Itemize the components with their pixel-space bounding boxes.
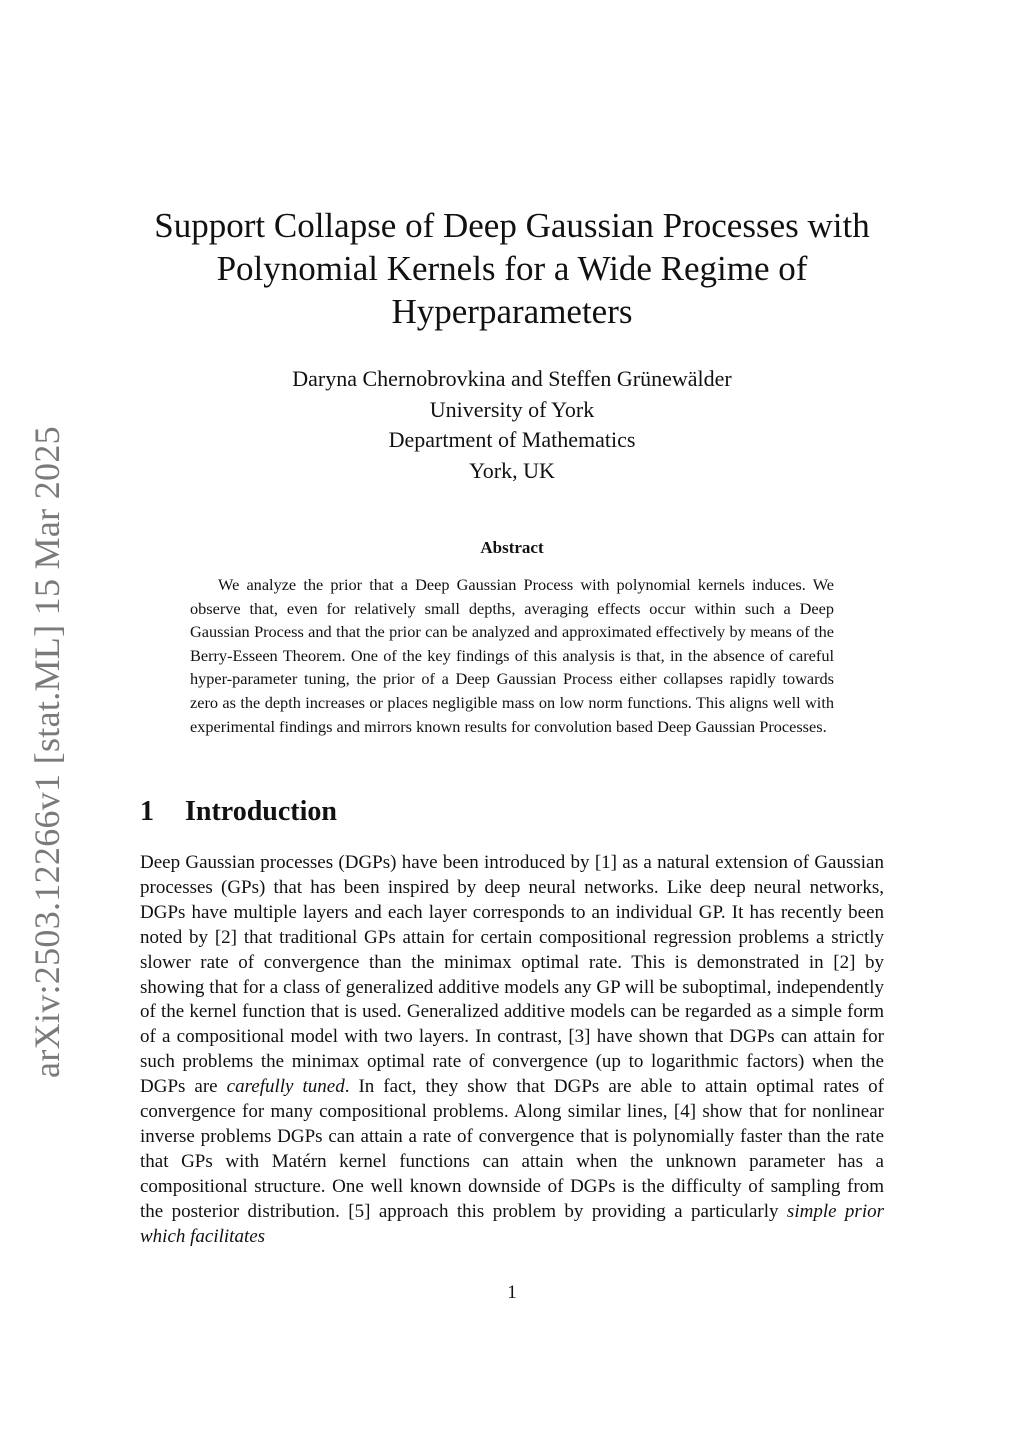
paper-title: Support Collapse of Deep Gaussian Processes with Polynomial Kernels for a Wide Regime of Hyperparameters	[154, 206, 870, 331]
arxiv-identifier-stamp: arXiv:2503.12266v1 [stat.ML] 15 Mar 2025	[27, 426, 67, 1078]
intro-emphasis-carefully-tuned: carefully tuned	[226, 1076, 345, 1098]
section-title: Introduction	[185, 796, 337, 827]
section-number: 1	[140, 796, 154, 827]
page-number: 1	[507, 1282, 517, 1303]
author-location: York, UK	[469, 457, 555, 483]
author-block	[200, 364, 824, 486]
section-heading-introduction	[140, 796, 337, 828]
author-department: Department of Mathematics	[388, 427, 636, 452]
intro-emphasis-simple-prior: simple prior which facilitates	[140, 1200, 884, 1247]
introduction-paragraph	[140, 851, 884, 1250]
abstract-heading: Abstract	[480, 538, 544, 557]
author-names: Daryna Chernobrovkina and Steffen Grünewälder	[292, 366, 732, 391]
intro-text-part-1: Deep Gaussian processes (DGPs) have been introduced by [1] as a natural extension of Gaussian processes (GPs) that has been inspired by deep neural networks. Like deep neural networks, DGPs have multiple layers and each layer corresponds to an individual GP. It has recently been noted by [2] that traditional GPs attain for certain compositional regression problems a strictly slower rate of convergence than the minimax optimal rate. This is demonstrated in [2] by showing that for a class of generalized additive models any GP will be suboptimal, independently of the kernel function that is used. Generalized additive models can be regarded as a simple form of a compositional model with two layers. In contrast, [3] have shown that DGPs can attain for such problems the minimax optimal rate of convergence (up to logarithmic factors) when the DGPs are	[140, 852, 884, 1098]
abstract-text: We analyze the prior that a Deep Gaussian Process with polynomial kernels induces. We observe that, even for relatively small depths, averaging effects occur within such a Deep Gaussian Process and that the prior can be analyzed and approximated effectively by means of the Berry-Esseen Theorem. One of the key findings of this analysis is that, in the absence of careful hyper-parameter tuning, the prior of a Deep Gaussian Process either collapses rapidly towards zero as the depth increases or places negligible mass on low norm functions. This aligns well with experimental findings and mirrors known results for convolution based Deep Gaussian Processes.	[190, 575, 834, 736]
intro-text-part-2: . In fact, they show that DGPs are able to attain optimal rates of convergence for many compositional problems. Along similar lines, [4] show that for nonlinear inverse problems DGPs can attain a rate of convergence that is polynomially faster than the rate that GPs with Matérn kernel functions can attain when the unknown parameter has a compositional structure. One well known downside of DGPs is the difficulty of sampling from the posterior distribution. [5] approach this problem by providing a particularly	[140, 1076, 884, 1222]
author-institution: University of York	[429, 396, 595, 422]
